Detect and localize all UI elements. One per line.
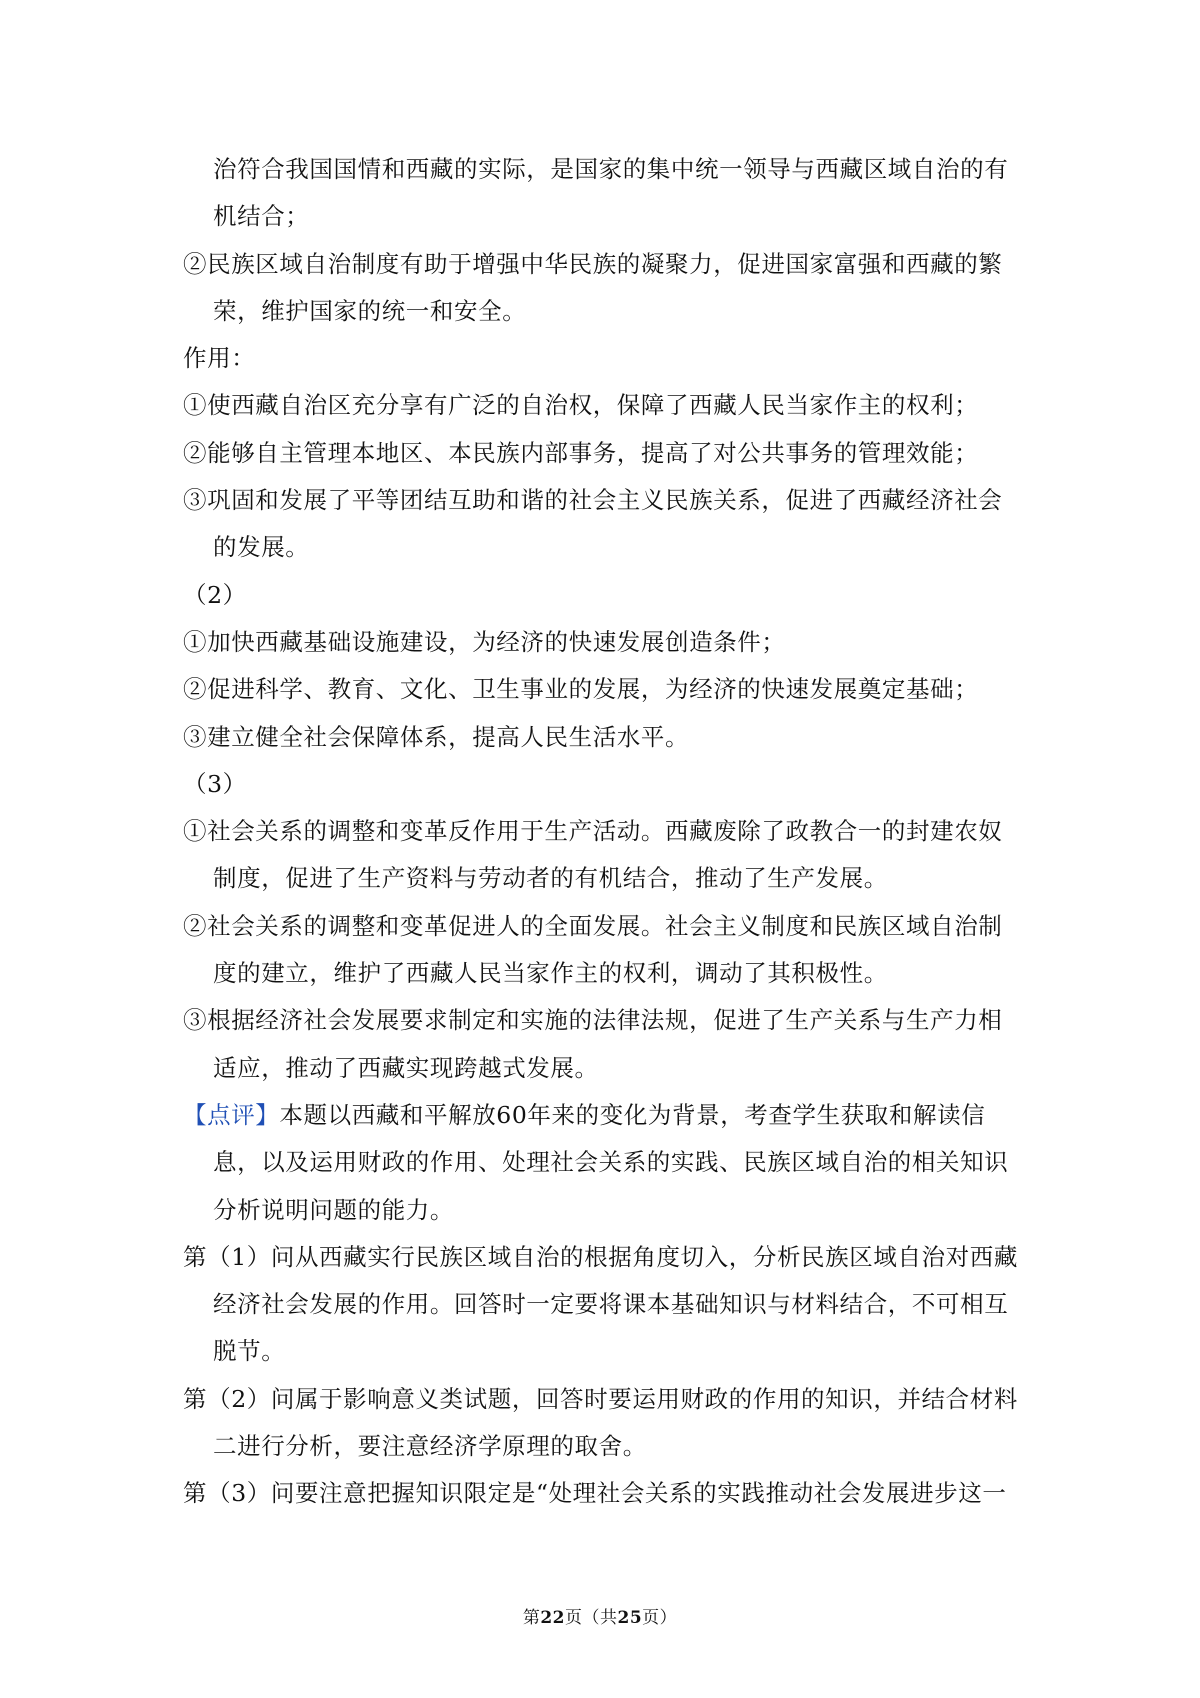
text-line: ①加快西藏基础设施建设，为经济的快速发展创造条件； bbox=[183, 627, 786, 656]
question-number: （2） bbox=[183, 580, 247, 609]
footer-suffix: 页） bbox=[642, 1608, 678, 1628]
text-line: ②促进科学、教育、文化、卫生事业的发展，为经济的快速发展奠定基础； bbox=[183, 675, 979, 704]
section-label: 作用： bbox=[183, 344, 256, 373]
total-page-number: 25 bbox=[617, 1608, 643, 1628]
text-line: 荣，维护国家的统一和安全。 bbox=[213, 296, 527, 325]
comment-tag: 【点评】 bbox=[183, 1100, 280, 1129]
text-line: 的发展。 bbox=[213, 533, 310, 562]
text-line: 制度，促进了生产资料与劳动者的有机结合，推动了生产发展。 bbox=[213, 864, 888, 893]
analysis-line: 第（3）问要注意把握知识限定是“处理社会关系的实践推动社会发展进步这一 bbox=[183, 1479, 1007, 1508]
text-line: ②民族区域自治制度有助于增强中华民族的凝聚力，促进国家富强和西藏的繁 bbox=[183, 249, 1003, 278]
analysis-line: 第（2）问属于影响意义类试题，回答时要运用财政的作用的知识，并结合材料 bbox=[183, 1384, 1018, 1413]
question-number: （3） bbox=[183, 769, 247, 798]
analysis-line: 脱节。 bbox=[213, 1337, 286, 1366]
text-line: 适应，推动了西藏实现跨越式发展。 bbox=[213, 1053, 599, 1082]
analysis-line: 二进行分析，要注意经济学原理的取舍。 bbox=[213, 1432, 647, 1461]
text-line: ②能够自主管理本地区、本民族内部事务，提高了对公共事务的管理效能； bbox=[183, 438, 979, 467]
document-body bbox=[183, 146, 1028, 1518]
text-line: 治符合我国国情和西藏的实际，是国家的集中统一领导与西藏区域自治的有 bbox=[213, 155, 1009, 183]
text-line: 度的建立，维护了西藏人民当家作主的权利，调动了其积极性。 bbox=[213, 959, 888, 988]
text-line: ①社会关系的调整和变革反作用于生产活动。西藏废除了政教合一的封建农奴 bbox=[183, 817, 1003, 846]
page-footer bbox=[0, 1606, 1200, 1630]
footer-middle: 页（共 bbox=[565, 1608, 618, 1628]
text-line: 机结合； bbox=[213, 202, 310, 231]
comment-text: 本题以西藏和平解放60年来的变化为背景，考查学生获取和解读信 bbox=[279, 1100, 986, 1129]
analysis-line: 第（1）问从西藏实行民族区域自治的根据角度切入，分析民族区域自治对西藏 bbox=[183, 1242, 1018, 1271]
text-line: ③根据经济社会发展要求制定和实施的法律法规，促进了生产关系与生产力相 bbox=[183, 1006, 1003, 1035]
text-line: ②社会关系的调整和变革促进人的全面发展。社会主义制度和民族区域自治制 bbox=[183, 911, 1003, 940]
comment-line bbox=[183, 1092, 1028, 1139]
current-page-number: 22 bbox=[540, 1608, 565, 1628]
text-line: ③建立健全社会保障体系，提高人民生活水平。 bbox=[183, 722, 690, 751]
comment-line: 息，以及运用财政的作用、处理社会关系的实践、民族区域自治的相关知识 bbox=[213, 1148, 1009, 1177]
text-line: ①使西藏自治区充分享有广泛的自治权，保障了西藏人民当家作主的权利； bbox=[183, 391, 979, 420]
text-line: ③巩固和发展了平等团结互助和谐的社会主义民族关系，促进了西藏经济社会 bbox=[183, 486, 1003, 515]
analysis-line: 经济社会发展的作用。回答时一定要将课本基础知识与材料结合，不可相互 bbox=[213, 1290, 1009, 1319]
footer-prefix: 第 bbox=[522, 1608, 541, 1628]
comment-line: 分析说明问题的能力。 bbox=[213, 1195, 454, 1224]
